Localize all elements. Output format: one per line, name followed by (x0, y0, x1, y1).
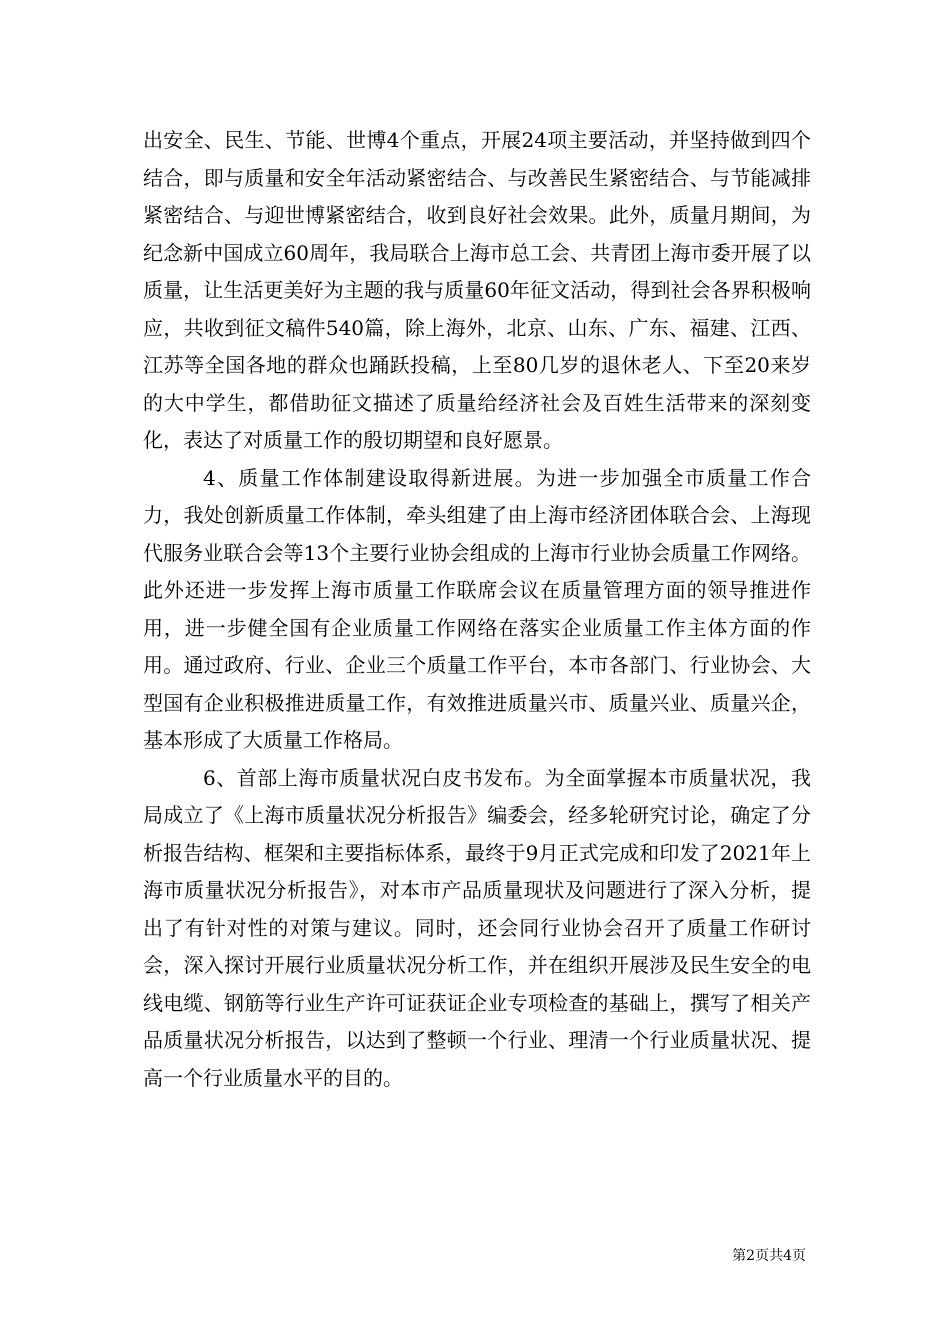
paragraph-item-4: 4、质量工作体制建设取得新进展。为进一步加强全市质量工作合力，我处创新质量工作体制，牵头组建了由上海市经济团体联合会、上海现代服务业联合会等13个主要行业协会组成的上海市行业协会质量工作网络。此外还进一步发挥上海市质量工作联席会议在质量管理方面的领导推进作用，进一步健全国有企业质量工作网络在落实企业质量工作主体方面的作用。通过政府、行业、企业三个质量工作平台，本市各部门、行业协会、大型国有企业积极推进质量工作，有效推进质量兴市、质量兴业、质量兴企，基本形成了大质量工作格局。 (143, 465, 811, 752)
document-body (143, 122, 811, 1097)
paragraph-item-6: 6、首部上海市质量状况白皮书发布。为全面掌握本市质量状况，我局成立了《上海市质量状况分析报告》编委会，经多轮研究讨论，确定了分析报告结构、框架和主要指标体系，最终于9月正式完成和印发了2021年上海市质量状况分析报告》，对本市产品质量现状及问题进行了深入分析，提出了有针对性的对策与建议。同时，还会同行业协会召开了质量工作研讨会，深入探讨开展行业质量状况分析工作，并在组织开展涉及民生安全的电线电缆、钢筋等行业生产许可证获证企业专项检查的基础上，撰写了相关产品质量状况分析报告，以达到了整顿一个行业、理清一个行业质量状况、提高一个行业质量水平的目的。 (143, 765, 811, 1090)
page-number-footer: 第2页共4页 (732, 1248, 806, 1264)
paragraph-continued: 出安全、民生、节能、世博4个重点，开展24项主要活动，并坚持做到四个结合，即与质量和安全年活动紧密结合、与改善民生紧密结合、与节能减排紧密结合、与迎世博紧密结合，收到良好社会效果。此外，质量月期间，为纪念新中国成立60周年，我局联合上海市总工会、共青团上海市委开展了以质量，让生活更美好为主题的我与质量60年征文活动，得到社会各界积极响应，共收到征文稿件540篇，除上海外，北京、山东、广东、福建、江西、江苏等全国各地的群众也踊跃投稿，上至80几岁的退休老人、下至20来岁的大中学生，都借助征文描述了质量给经济社会及百姓生活带来的深刻变化，表达了对质量工作的殷切期望和良好愿景。 (143, 128, 811, 452)
